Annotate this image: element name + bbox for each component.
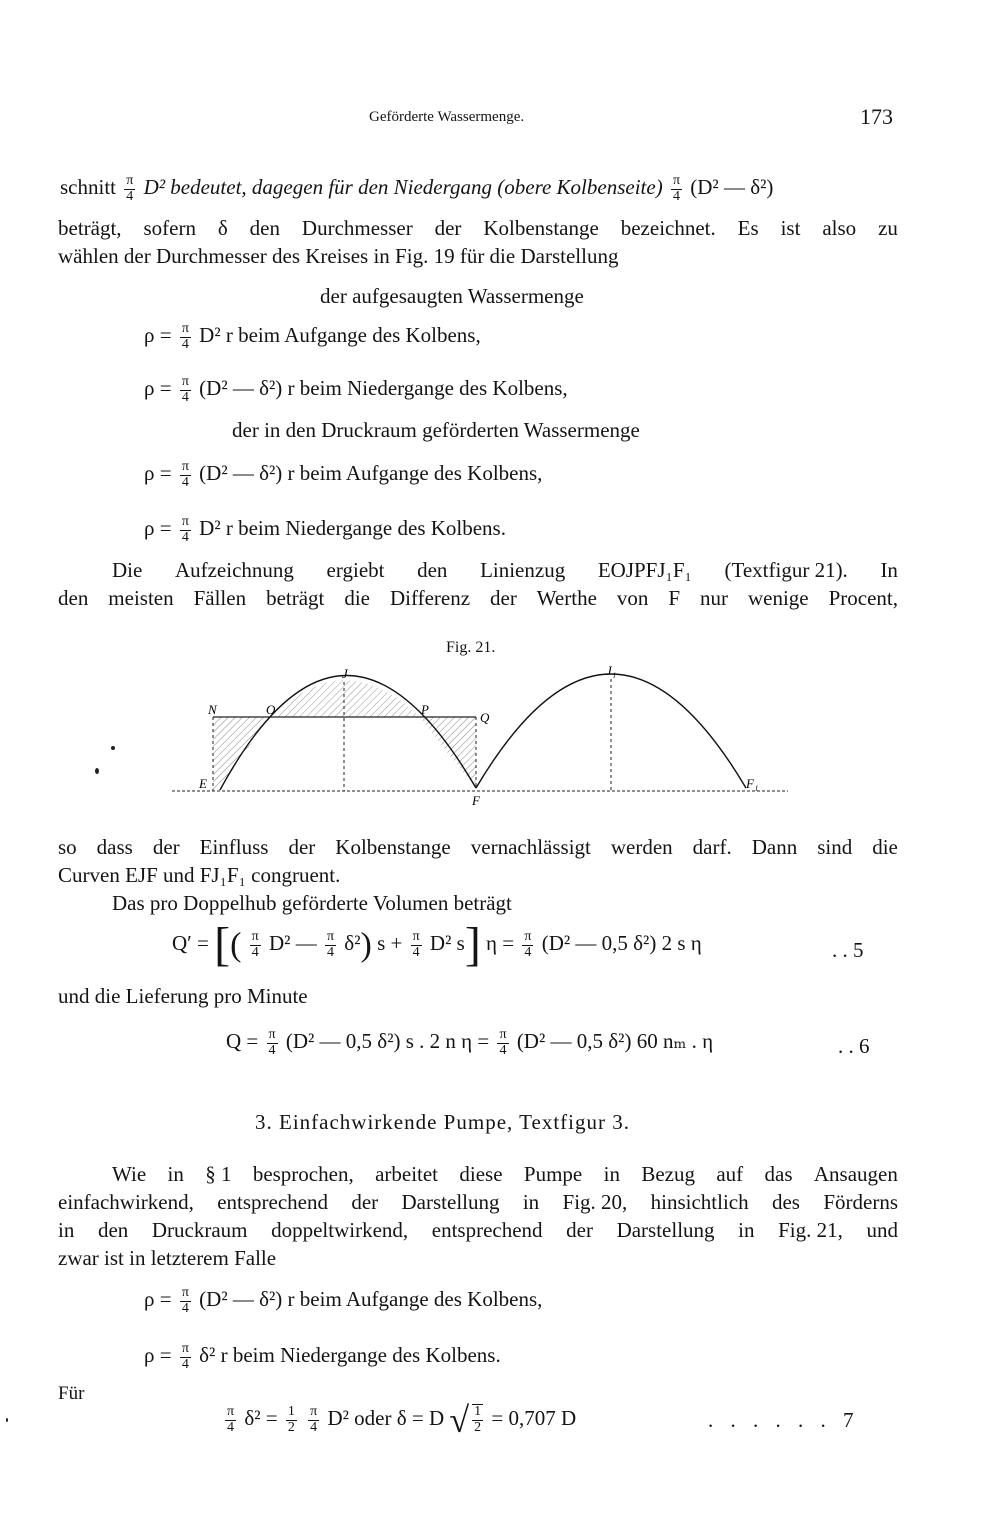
equation-4-text: D² r beim Niedergange des Kolbens.	[199, 516, 506, 540]
word: Darstellung	[401, 1190, 500, 1214]
word: der	[490, 586, 517, 610]
text-line-8	[58, 837, 898, 858]
eq6-term-b: (D² — 0,5 δ²) 60 nₘ . η	[516, 1029, 714, 1053]
fraction-pi-4: $\frac{\pi}{4}$	[672, 173, 681, 204]
label-O: O	[266, 702, 276, 717]
eq5-term-a: D² —	[269, 931, 317, 956]
bracket-close: ]	[464, 918, 481, 971]
section-heading: 3. Einfachwirkende Pumpe, Textfigur 3.	[255, 1110, 630, 1134]
word: die	[872, 835, 898, 859]
text-line-13	[58, 1192, 898, 1213]
word: den	[417, 558, 448, 582]
label-E: E	[199, 776, 207, 791]
word: Kolbenstange	[483, 216, 599, 240]
word: dass	[96, 835, 133, 859]
eq5-term-b: δ²	[344, 931, 361, 956]
text-line-11: und die Lieferung pro Minute	[58, 984, 308, 1008]
word: den	[249, 216, 280, 240]
word: des	[771, 1190, 800, 1214]
word: Einfluss	[199, 835, 269, 859]
fraction-pi-4: $\frac{\pi}{4}$	[310, 1403, 318, 1435]
print-speck	[95, 768, 99, 774]
word: beträgt	[266, 586, 325, 610]
word: von	[616, 586, 649, 610]
word: hinsichtlich	[650, 1190, 749, 1214]
text-line-10: Das pro Doppelhub geförderte Volumen beträgt	[112, 891, 512, 915]
fraction-pi-4: $\frac{\pi}{4}$	[181, 1285, 189, 1316]
word: so	[58, 835, 77, 859]
word: in	[167, 1162, 184, 1186]
equation-7	[144, 1286, 542, 1316]
fraction-pi-4: $\frac{\pi}{4}$	[268, 1027, 276, 1058]
word: meisten	[108, 586, 174, 610]
equation-number-7: . . . . . . 7	[708, 1408, 860, 1432]
eq5-term-f: (D² — 0,5 δ²) 2 s η	[541, 931, 702, 956]
word: (Textfigur 21).	[724, 558, 848, 582]
fraction-pi-4: $\frac{\pi}{4}$	[499, 1027, 507, 1058]
word: den	[58, 586, 89, 610]
fraction-pi-4: $\frac{\pi}{4}$	[181, 321, 189, 352]
word: entsprechend	[431, 1218, 543, 1242]
figure-caption: Fig. 21.	[446, 639, 496, 656]
rho-symbol: ρ =	[144, 1287, 172, 1311]
subheading-druckraum: der in den Druckraum geförderten Wassermenge	[232, 418, 640, 442]
equation-1-text: D² r beim Aufgange des Kolbens,	[199, 323, 481, 347]
text-line-3: wählen der Durchmesser des Kreises in Fig. 19 für die Darstellung	[58, 244, 619, 268]
line-1-end: (D² — δ²)	[690, 175, 774, 199]
word: Die	[112, 558, 143, 582]
word: sind	[817, 835, 853, 859]
word: die	[344, 586, 370, 610]
word: Kolbenstange	[335, 835, 451, 859]
fraction-pi-4: $\frac{\pi}{4}$	[326, 929, 335, 960]
fraction-pi-4: $\frac{\pi}{4}$	[181, 374, 189, 405]
subheading-aufgesaugt: der aufgesaugten Wassermenge	[320, 284, 584, 308]
print-speck	[111, 746, 115, 750]
word: doppeltwirkend,	[271, 1218, 409, 1242]
equation-7-text: (D² — δ²) r beim Aufgange des Kolbens,	[199, 1287, 543, 1311]
fraction-pi-4: $\frac{\pi}{4}$	[126, 173, 134, 204]
text-line-15: zwar ist in letzterem Falle	[58, 1246, 277, 1270]
word: F	[668, 586, 681, 610]
page-number: 173	[860, 104, 893, 129]
word: vernachlässigt	[470, 835, 591, 859]
rho-symbol: ρ =	[144, 516, 172, 540]
word: Pumpe	[523, 1162, 583, 1186]
equation-9	[222, 1402, 576, 1438]
fraction-1-2: $\frac{1}{2}$	[287, 1403, 295, 1435]
word: Ansaugen	[813, 1162, 898, 1186]
equation-3-text: (D² — δ²) r beim Aufgange des Kolbens,	[199, 461, 543, 485]
eq6-term-a: (D² — 0,5 δ²) s . 2 n η =	[285, 1029, 490, 1053]
word: ist	[780, 216, 801, 240]
word: Wie	[112, 1162, 147, 1186]
eq5-term-c: s +	[377, 931, 403, 956]
word: δ	[217, 216, 228, 240]
word: beträgt,	[58, 216, 122, 240]
word: Durchmesser	[301, 216, 413, 240]
word: der	[434, 216, 462, 240]
word: Bezug	[641, 1162, 695, 1186]
word: in	[738, 1218, 755, 1242]
print-speck	[6, 1418, 8, 1422]
word: der	[566, 1218, 593, 1242]
equation-1	[144, 322, 481, 352]
label-Q: Q	[480, 710, 490, 725]
word: zu	[878, 216, 898, 240]
label-F1: F₁	[746, 776, 759, 791]
line-1-mid: D² bedeutet, dagegen für den Niedergang (obere Kolbenseite)	[143, 175, 663, 199]
word: besprochen,	[252, 1162, 354, 1186]
equation-number-6: . . 6	[838, 1034, 870, 1058]
word: Förderns	[823, 1190, 898, 1214]
eq5-lhs: Q′ =	[172, 931, 209, 956]
label-J: J	[342, 666, 348, 681]
text-fur: Für	[58, 1383, 85, 1404]
fraction-1-2: $\frac{1}{2}$	[474, 1404, 482, 1435]
line-1-start: schnitt	[60, 175, 116, 199]
word: entsprechend	[217, 1190, 328, 1214]
eq6-lhs: Q =	[226, 1029, 259, 1053]
word: bezeichnet.	[620, 216, 716, 240]
eq5-term-d: D² s	[429, 931, 465, 956]
word: darf.	[692, 835, 732, 859]
word: Linienzug	[480, 558, 566, 582]
word: den	[97, 1218, 129, 1242]
eq5-term-e: η =	[486, 931, 515, 956]
equation-8	[144, 1342, 501, 1372]
eq9-term-c: = 0,707 D	[491, 1405, 577, 1430]
word: werden	[610, 835, 673, 859]
rho-symbol: ρ =	[144, 323, 172, 347]
text-line-14	[58, 1220, 898, 1241]
word: in	[603, 1162, 620, 1186]
word: wenige	[747, 586, 809, 610]
text-line-6	[112, 560, 898, 581]
text-line-2	[58, 218, 898, 239]
fraction-pi-4: $\frac{\pi}{4}$	[181, 514, 189, 545]
label-F: F	[472, 793, 480, 808]
paren-open: (	[230, 926, 242, 964]
sqrt-sign: √	[449, 1400, 470, 1440]
label-N: N	[208, 702, 217, 717]
fraction-pi-4: $\frac{\pi}{4}$	[412, 929, 420, 960]
hatched-region-right	[420, 717, 476, 788]
word: Aufzeichnung	[174, 558, 294, 582]
word: diese	[459, 1162, 503, 1186]
equation-5	[172, 918, 702, 971]
rho-symbol: ρ =	[144, 1343, 172, 1367]
word: arbeitet	[375, 1162, 439, 1186]
equation-number-5: . . 5	[832, 938, 864, 962]
word: und	[866, 1218, 898, 1242]
equation-4	[144, 515, 506, 545]
word: der	[351, 1190, 379, 1214]
equation-8-text: δ² r beim Niedergange des Kolbens.	[199, 1343, 501, 1367]
text-line-7	[58, 588, 898, 609]
text-line-1	[60, 174, 773, 204]
equation-2-text: (D² — δ²) r beim Niedergange des Kolbens,	[199, 376, 568, 400]
label-P: P	[421, 702, 429, 717]
paren-close: )	[360, 926, 372, 964]
equation-2	[144, 375, 568, 405]
word: einfachwirkend,	[58, 1190, 194, 1214]
word: das	[764, 1162, 793, 1186]
word: Fig. 20,	[562, 1190, 628, 1214]
word: in	[522, 1190, 540, 1214]
eq9-term-a: δ² =	[244, 1405, 278, 1430]
text-line-12	[112, 1164, 898, 1185]
fraction-pi-4: $\frac{\pi}{4}$	[251, 929, 259, 960]
figure-21-diagram	[168, 664, 798, 812]
word: Differenz	[389, 586, 471, 610]
word: Fällen	[193, 586, 247, 610]
word: Es	[737, 216, 759, 240]
word: Darstellung	[616, 1218, 715, 1242]
word: der	[288, 835, 316, 859]
word: also	[822, 216, 857, 240]
word: Werthe	[536, 586, 597, 610]
word: in	[58, 1218, 75, 1242]
word: Procent,	[828, 586, 898, 610]
rho-symbol: ρ =	[144, 461, 172, 485]
word: Dann	[751, 835, 798, 859]
eq9-term-b: D² oder δ = D	[327, 1405, 445, 1430]
rho-symbol: ρ =	[144, 376, 172, 400]
fraction-pi-4: $\frac{\pi}{4}$	[181, 1341, 189, 1372]
word: der	[152, 835, 180, 859]
bracket-open: [	[214, 918, 231, 971]
fraction-pi-4: $\frac{\pi}{4}$	[227, 1403, 235, 1435]
word: ergiebt	[326, 558, 385, 582]
word: EOJPFJ₁F₁	[597, 558, 692, 582]
word: In	[880, 558, 898, 582]
word: § 1	[205, 1162, 232, 1186]
word: Druckraum	[151, 1218, 248, 1242]
equation-3	[144, 460, 542, 490]
fraction-pi-4: $\frac{\pi}{4}$	[181, 459, 189, 490]
hatched-region-top	[272, 681, 420, 718]
label-J1: J₁	[606, 664, 617, 678]
word: nur	[700, 586, 728, 610]
running-header: Geförderte Wassermenge.	[369, 109, 525, 125]
word: Fig. 21,	[778, 1218, 843, 1242]
text-line-9: Curven EJF und FJ₁F₁ congruent.	[58, 863, 341, 887]
equation-6	[226, 1028, 713, 1058]
word: sofern	[143, 216, 196, 240]
word: auf	[716, 1162, 744, 1186]
fraction-pi-4: $\frac{\pi}{4}$	[524, 929, 532, 960]
